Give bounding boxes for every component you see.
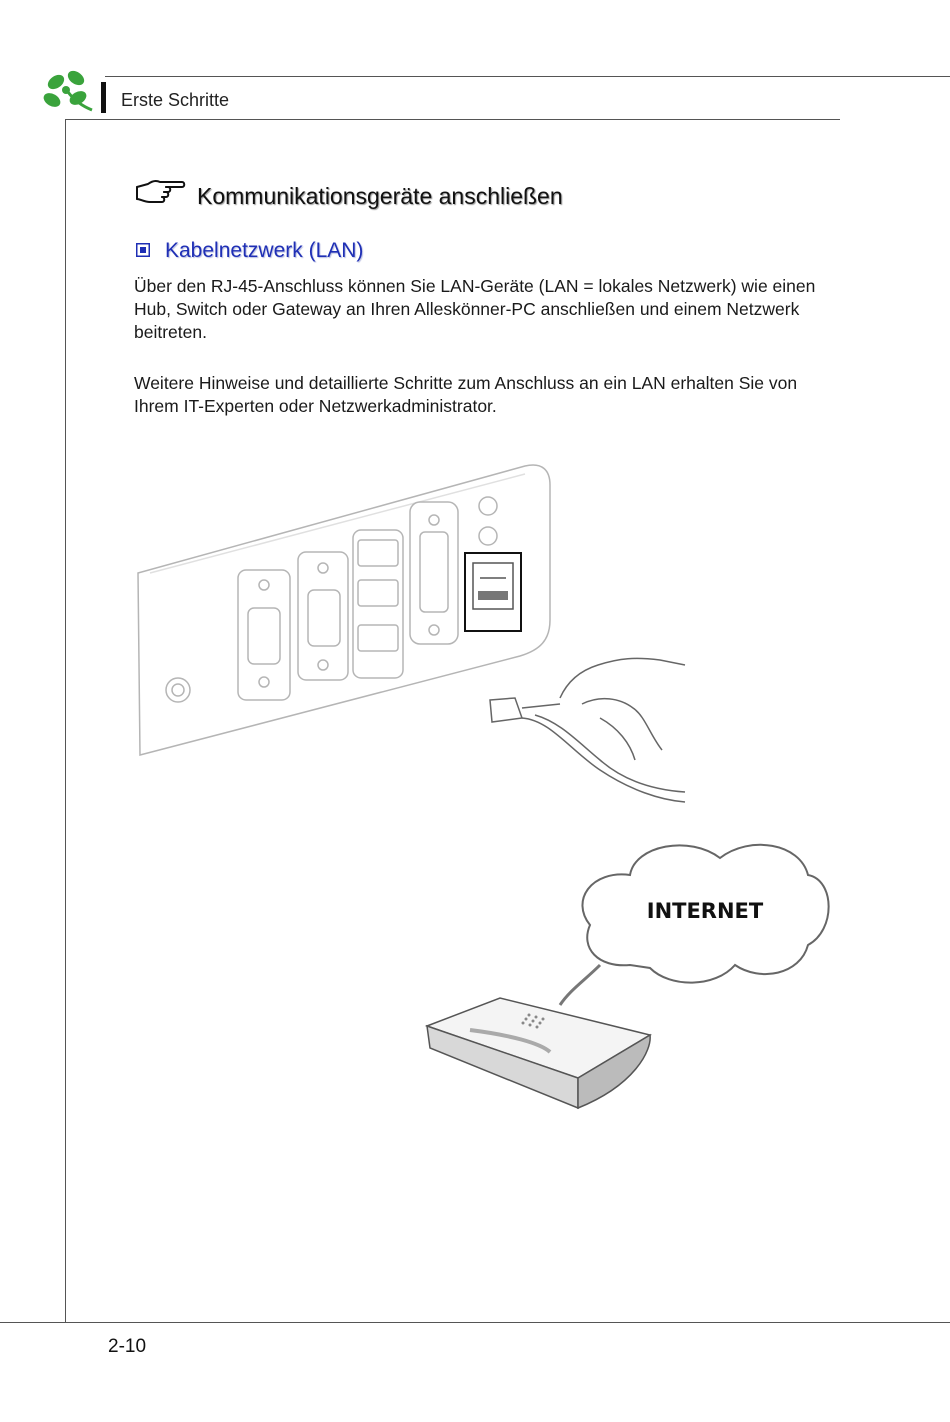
rj45-port	[465, 553, 521, 631]
router-cable	[560, 965, 600, 1005]
cloud-label: INTERNET	[646, 899, 764, 923]
network-router	[427, 998, 650, 1108]
square-bullet-icon	[136, 243, 150, 257]
header-top-rule	[105, 76, 950, 77]
left-margin-rule	[65, 119, 66, 1322]
hint-paragraph: Weitere Hinweise und detaillierte Schritte zum Anschluss an ein LAN erhalten Sie von Ihrem IT-Experten oder Netzwerkadministrator.	[134, 373, 798, 416]
internet-cloud	[582, 845, 828, 983]
hand-with-lan-cable	[490, 658, 685, 802]
pointing-hand-icon	[134, 175, 186, 207]
section-subtitle: Kabelnetzwerk (LAN)	[165, 239, 364, 262]
header-divider-bar	[101, 82, 106, 113]
header-bottom-rule	[66, 119, 840, 120]
lan-connection-illustration	[130, 460, 830, 1120]
page-number: 2-10	[108, 1336, 147, 1357]
intro-paragraph: Über den RJ-45-Anschluss können Sie LAN-Geräte (LAN = lokales Netzwerk) wie einen Hub, Switch oder Gateway an Ihren Alleskönner-PC anschließen und einem Netzwerk beitreten.	[134, 276, 816, 342]
footer-rule	[0, 1322, 950, 1323]
section-label: Erste Schritte	[121, 90, 230, 110]
page-title: Kommunikationsgeräte anschließen	[197, 183, 563, 209]
clover-logo-icon	[38, 66, 98, 116]
